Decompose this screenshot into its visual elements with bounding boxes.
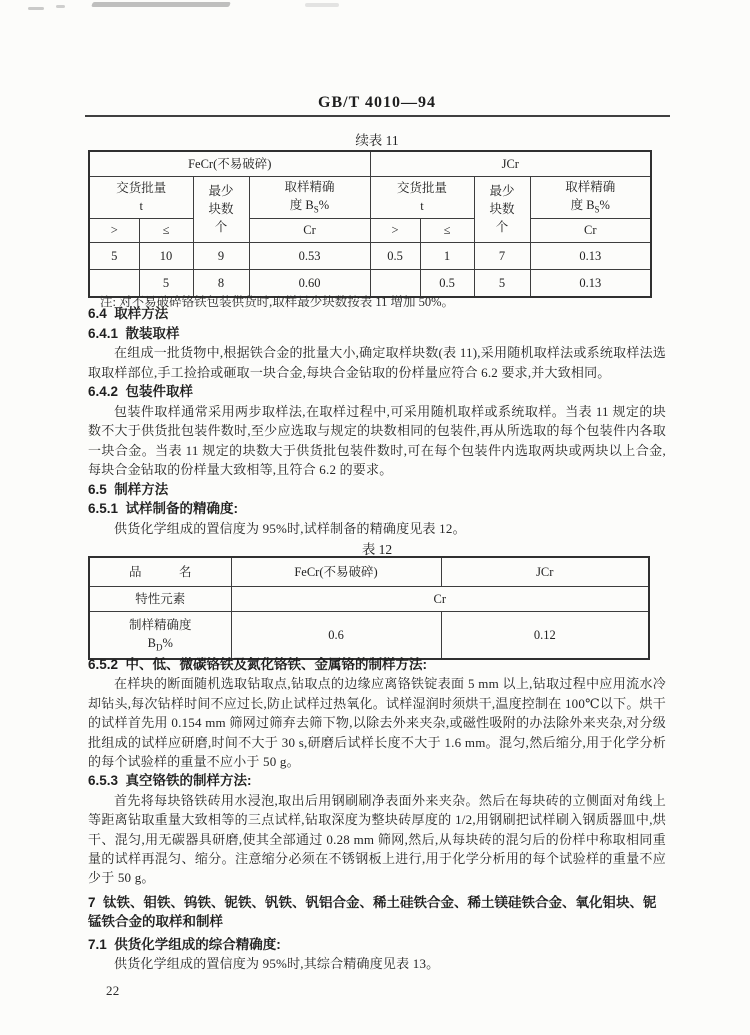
sym-greater: >: [370, 218, 420, 242]
table-row: [89, 587, 649, 612]
prec-subscript: D: [155, 642, 163, 653]
prec-label-2: 度 B: [289, 198, 314, 213]
cell: 0.13: [530, 242, 651, 269]
section-heading-6-5: 6.5 制样方法: [88, 481, 169, 497]
table-11: [88, 150, 652, 298]
batch-label: 交货批量: [116, 181, 167, 196]
batch-unit: t: [139, 199, 143, 214]
body-section-6-5-2: [88, 655, 666, 1000]
sym-less-equal: ≤: [139, 218, 193, 242]
prec-label: 制样精确度: [128, 617, 192, 632]
paragraph: 在组成一批货物中,根据铁合金的批量大小,确定取样块数(表 11),采用随机取样法或系统取样法选取取样部位,手工捡拾或砸取一块合金,每块合金钻取的份样量应符合 6.2 要求,并大致相同。: [88, 345, 666, 380]
element-header: Cr: [530, 218, 651, 242]
table-row: [89, 218, 651, 242]
table12-caption: 表 12: [361, 542, 393, 557]
sym-less-equal: ≤: [420, 218, 474, 242]
section-heading-6-5-2: 6.5.2 中、低、微碳铬铁及氮化铬铁、金属铬的制样方法:: [88, 657, 428, 672]
cell: 5: [139, 269, 193, 297]
prec-label-2: 度 B: [570, 198, 595, 213]
name-header: 品 名: [89, 557, 231, 587]
paragraph: 在样块的断面随机选取钻取点,钻取点的边缘应离铬铁锭表面 5 mm 以上,钻取过程中应用流水冷却钻头,每次钻样时间不应过长,防止试样过热氧化。试样湿润时须烘干,温度控制在 100℃以下。烘干的试样首先用 0.154 mm 筛网过筛弃去筛下物,以除去外来夹杂,或磁性吸附的办法除外来夹杂,对分级批组成的试样应研磨,时间不大于 30 s,研磨后试样长度不大于 1.6 mm。混匀,然后缩分,用于化学分析的每个试验样的重量不应小于 50 g。: [88, 676, 666, 770]
group-header-jcr: JCr: [370, 151, 651, 177]
prec-percent: %: [318, 198, 330, 213]
cell: 8: [193, 269, 249, 297]
min-unit: 个: [495, 220, 509, 235]
group-header-fecr: FeCr(不易破碎): [89, 151, 370, 177]
col-header-min-pieces: [193, 177, 249, 243]
table-row: [89, 612, 649, 660]
min-label-1: 最少: [208, 184, 234, 199]
element-header: Cr: [249, 218, 370, 242]
col-header-precision: [249, 177, 370, 219]
col-header-fecr: FeCr(不易破碎): [231, 557, 441, 587]
table-row: [89, 177, 651, 219]
prec-percent: %: [162, 635, 173, 650]
section-heading-6-4-2: 6.4.2 包装件取样: [88, 384, 194, 399]
batch-label: 交货批量: [397, 181, 448, 196]
table-12: [88, 556, 650, 660]
cell: 10: [139, 242, 193, 269]
body-section-6-4: [88, 304, 666, 538]
cell: 0.53: [249, 242, 370, 269]
table-row: [89, 242, 651, 269]
cell: 0.6: [231, 612, 441, 660]
min-label-2: 块数: [208, 202, 234, 217]
cell: 0.5: [420, 269, 474, 297]
paragraph: 供货化学组成的置信度为 95%时,其综合精确度见表 13。: [114, 956, 440, 972]
cell: 7: [474, 242, 530, 269]
cell: 1: [420, 242, 474, 269]
scan-artifact: [305, 3, 339, 7]
cell: 5: [89, 242, 139, 269]
table11-note: 注: 对不易破碎铬铁包装供货时,取样最少块数按表 11 增加 50%。: [100, 295, 455, 309]
prec-symbol: B: [147, 635, 156, 650]
header-rule: [85, 115, 670, 117]
col-header-min-pieces: [474, 177, 530, 243]
cell: 5: [474, 269, 530, 297]
prec-subscript: S: [594, 204, 600, 215]
cell: 9: [193, 242, 249, 269]
sym-greater: >: [89, 218, 139, 242]
col-header-jcr: JCr: [441, 557, 649, 587]
prep-precision-label: [89, 612, 231, 660]
col-header-batch: [89, 177, 193, 219]
section-heading-6-5-3: 6.5.3 真空铬铁的制样方法:: [88, 773, 252, 789]
batch-unit: t: [420, 199, 424, 214]
paragraph: 首先将每块铬铁砖用水浸泡,取出后用钢刷刷净表面外来夹杂。然后在每块砖的立侧面对角线上等距离钻取重量大致相等的三点试样,钻取深度为整块砖厚度的 1/2,用钢刷把试样刷入钢质器皿中,烘干、混匀,用无碳器具研磨,使其全部通过 0.28 mm 筛网,然后,从每块砖的混匀后的份样中称取相同重量的试样再混匀、缩分。注意缩分必须在不锈钢板上进行,用于化学分析用的每个试验样的重量不应少于 50 g。: [88, 792, 666, 886]
scan-artifact: [28, 7, 44, 10]
min-label-1: 最少: [489, 184, 515, 199]
table11-caption: 续表 11: [355, 133, 399, 148]
cell: 0.60: [249, 269, 370, 297]
cell: 0.12: [441, 612, 649, 660]
prec-subscript: S: [313, 204, 319, 215]
paragraph: 供货化学组成的置信度为 95%时,试样制备的精确度见表 12。: [114, 520, 466, 536]
scan-artifact: [56, 5, 65, 8]
cell: 0.5: [370, 242, 420, 269]
cell: 0.13: [530, 269, 651, 297]
min-unit: 个: [214, 220, 228, 235]
element-value: Cr: [231, 587, 649, 612]
prec-label-1: 取样精确: [284, 180, 335, 194]
section-heading-6-5-1: 6.5.1 试样制备的精确度:: [88, 501, 239, 516]
section-heading-7-1: 7.1 供货化学组成的综合精确度:: [88, 936, 281, 952]
section-heading-7: 7 钛铁、钼铁、钨铁、铌铁、钒铁、钒铝合金、稀土硅铁合金、稀土镁硅铁合金、氧化钼块、铌锰铁合金的取样和制样: [88, 894, 657, 930]
prec-label-1: 取样精确: [565, 180, 616, 194]
section-heading-6-4: 6.4 取样方法: [88, 306, 169, 321]
standard-code: GB/T 4010—94: [318, 94, 436, 111]
paragraph: 包装件取样通常采用两步取样法,在取样过程中,可采用随机取样或系统取样。当表 11 规定的块数不大于供货批包装件数时,至少应选取与规定的块数相同的包装件,再从所选取的每个包装件内各取一块合金。当表 11 规定的块数大于供货批包装件数时,可在每个包装件内选取两块或两块以上合金,每块合金钻取的份样量大致相等,且符合 6.2 的要求。: [88, 403, 666, 477]
col-header-precision: [530, 177, 651, 219]
col-header-batch: [370, 177, 474, 219]
section-heading-6-4-1: 6.4.1 散装取样: [88, 325, 180, 341]
table-row: [89, 151, 651, 177]
table-row: [89, 557, 649, 587]
page-number: 22: [106, 982, 120, 998]
scan-artifact: [91, 2, 231, 7]
min-label-2: 块数: [489, 202, 515, 217]
element-label: 特性元素: [89, 587, 231, 612]
prec-percent: %: [599, 198, 610, 213]
